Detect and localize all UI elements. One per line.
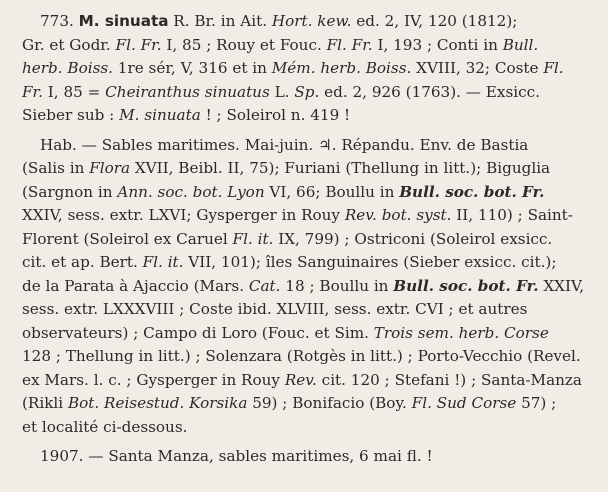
body-text: XVII, Beibl. II, 75); Furiani (Thellung in litt.); Biguglia — [130, 159, 551, 177]
citation-text: Hort. kew. — [271, 12, 352, 30]
body-text: Gr. et Godr. — [22, 35, 116, 54]
citation-text: Fl. Sud Corse — [411, 394, 517, 412]
entry-line — [22, 34, 590, 58]
citation-text: Fl. it. — [232, 229, 274, 248]
citation-text: herb. Boiss. — [22, 59, 113, 77]
body-text: 1re sér, V, 316 et in — [112, 59, 272, 77]
body-text: VII, 101); îles Sanguinaires (Sieber exsicc. cit.); — [183, 253, 557, 271]
habitat-line — [22, 251, 590, 275]
citation-text: Rev. — [284, 370, 317, 389]
citation-text: Cat. — [248, 276, 281, 295]
body-text: ed. 2, IV, 120 (1812); — [351, 12, 518, 30]
citation-text: Rev. bot. syst. — [344, 206, 452, 224]
body-text: cit. et ap. Bert. — [22, 253, 143, 271]
body-text: I, 85 = — [42, 82, 106, 101]
citation-text: Fl. Fr. — [115, 35, 162, 54]
citation-text: M. sinuata — [119, 106, 201, 124]
habitat-line — [22, 157, 590, 181]
body-text: XXIV, sess. extr. LXVI; Gysperger in Rouy — [22, 206, 345, 224]
body-text: Florent (Soleirol ex Caruel — [22, 229, 233, 248]
body-text: (Salis in — [22, 159, 90, 177]
body-text: ex Mars. l. c. ; Gysperger in Rouy — [22, 370, 285, 389]
habitat-line — [22, 275, 590, 299]
citation-text: Bull. soc. bot. Fr. — [399, 182, 545, 201]
habitat-line — [22, 228, 590, 252]
body-text: 59) ; Bonifacio (Boy. — [247, 394, 412, 412]
body-text: observateurs) ; Campo di Loro (Fouc. et Sim. — [22, 323, 374, 342]
habitat-line — [22, 392, 590, 416]
entry-line — [22, 10, 590, 34]
body-text: II, 110) ; Saint- — [451, 206, 573, 224]
habitat-line — [22, 416, 590, 440]
citation-text: Sp. — [294, 82, 320, 101]
citation-text: Fl. Fr. — [326, 35, 373, 54]
body-text: 18 ; Boullu in — [280, 276, 394, 295]
habitat-line — [22, 298, 590, 322]
species-name: M. sinuata — [78, 12, 169, 30]
body-text: 128 ; Thellung in litt.) ; Solenzara (Rotgès in litt.) ; Porto-Vecchio (Revel. — [22, 347, 581, 365]
body-text: ! ; Soleirol n. 419 ! — [200, 106, 351, 124]
body-text: (Sargnon in — [22, 182, 118, 201]
body-text: R. Br. in Ait. — [173, 12, 272, 30]
entry-line — [22, 81, 590, 105]
body-text: XVIII, 32; Coste — [411, 59, 544, 77]
body-text: de la Parata à Ajaccio (Mars. — [22, 276, 249, 295]
citation-text: Cheiranthus sinuatus — [105, 82, 270, 101]
entry-number: 773. — [40, 12, 74, 30]
citation-text: Bull. soc. bot. Fr. — [393, 276, 539, 295]
habitat-paragraph — [22, 134, 590, 440]
citation-text: Flora — [89, 159, 131, 177]
collection-record: 1907. — Santa Manza, sables maritimes, 6 mai fl. ! — [40, 447, 433, 465]
habitat-line — [22, 369, 590, 393]
entry-line — [22, 104, 590, 128]
citation-text: Fl. it. — [142, 253, 184, 271]
habitat-line — [22, 345, 590, 369]
citation-text: Mém. herb. Boiss. — [271, 59, 412, 77]
citation-text: Fl. — [543, 59, 564, 77]
body-text: 57) ; — [516, 394, 557, 412]
body-text: ed. 2, 926 (1763). — Exsicc. — [319, 82, 540, 101]
body-text: cit. 120 ; Stefani !) ; Santa-Manza — [316, 370, 582, 389]
citation-text: Bot. Reisestud. Korsika — [67, 394, 248, 412]
body-text: XXIV, — [538, 276, 585, 295]
entry-line — [22, 57, 590, 81]
citation-text: Trois sem. herb. Corse — [373, 323, 549, 342]
body-text: Hab. — Sables maritimes. Mai-juin. ♃. Répandu. Env. de Bastia — [40, 135, 529, 154]
habitat-line — [22, 134, 590, 158]
body-text: VI, 66; Boullu in — [264, 182, 400, 201]
body-text: I, 193 ; Conti in — [372, 35, 503, 54]
habitat-line — [22, 181, 590, 205]
body-text: sess. extr. LXXXVIII ; Coste ibid. XLVIII, sess. extr. CVI ; et autres — [22, 300, 528, 318]
body-text: L. — [269, 82, 295, 101]
habitat-line — [22, 322, 590, 346]
habitat-line — [22, 204, 590, 228]
body-text: et localité ci-dessous. — [22, 417, 188, 436]
species-entry — [22, 10, 590, 128]
body-text: Sieber sub : — [22, 106, 120, 124]
citation-text: Fr. — [22, 82, 43, 101]
body-text: IX, 799) ; Ostriconi (Soleirol exsicc. — [273, 229, 553, 248]
body-text: (Rikli — [22, 394, 68, 412]
citation-text: Ann. soc. bot. Lyon — [117, 182, 265, 201]
citation-text: Bull. — [502, 35, 539, 54]
body-text: I, 85 ; Rouy et Fouc. — [161, 35, 327, 54]
